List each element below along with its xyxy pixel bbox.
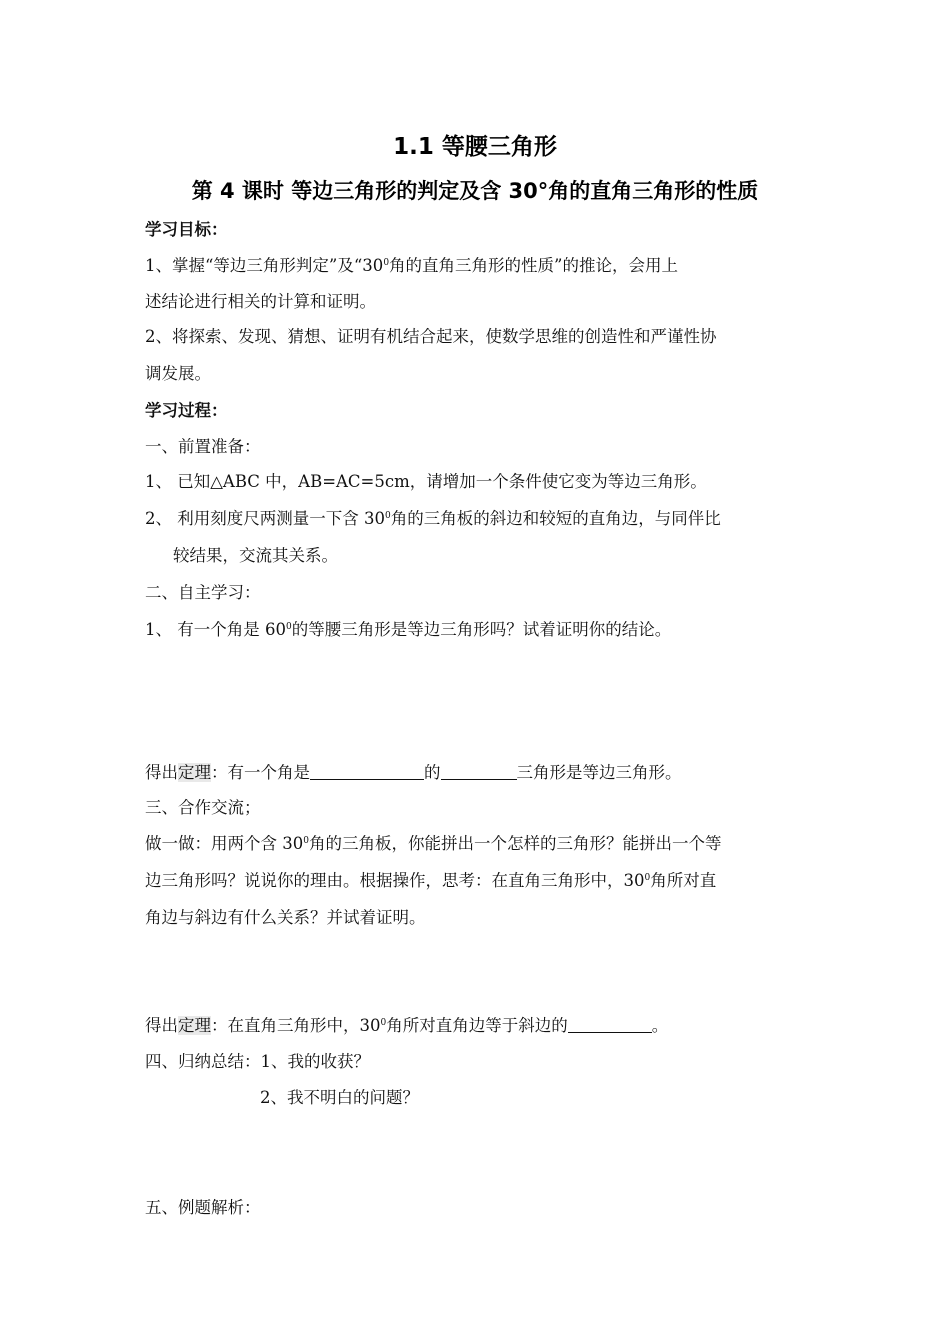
section-1-question-1: 1、 已知△ABC 中，AB=AC=5cm，请增加一个条件使它变为等边三角形。: [145, 472, 707, 491]
goal-2-line-1: 2、将探索、发现、猜想、证明有机结合起来，使数学思维的创造性和严谨性协: [145, 327, 717, 346]
section-5-heading: 五、例题解析：: [145, 1198, 261, 1217]
section-1-question-2: 2、 利用刻度尺两测量一下含 $30^0$角的三角板的斜边和较短的直角边，与同伴比: [145, 509, 721, 528]
section-3-heading: 三、合作交流；: [145, 798, 261, 817]
page-title: 1.1 等腰三角形: [393, 134, 557, 160]
theorem-1-blank-2[interactable]: [441, 762, 517, 780]
section-4-question-2: 2、我不明白的问题？: [260, 1088, 419, 1107]
process-heading: 学习过程：: [145, 401, 228, 420]
theorem-2-blank[interactable]: [568, 1015, 652, 1033]
section-3-line-3: 角边与斜边有什么关系？并试着证明。: [145, 908, 426, 927]
section-3-line-1: 做一做：用两个含 $30^0$角的三角板，你能拼出一个怎样的三角形？能拼出一个等: [145, 834, 722, 853]
section-1-heading: 一、前置准备：: [145, 437, 261, 456]
theorem-1: 得出定理：有一个角是 的 三角形是等边三角形。: [145, 763, 682, 782]
goals-heading: 学习目标：: [145, 220, 228, 239]
section-1-question-2-line-2: 较结果，交流其关系。: [173, 546, 338, 565]
theorem-2: 得出定理：在直角三角形中，$30^0$角所对直角边等于斜边的 。: [145, 1016, 669, 1035]
section-3-line-2: 边三角形吗？说说你的理由。根据操作，思考：在直角三角形中，$30^0$角所对直: [145, 871, 717, 890]
theorem-1-blank-1[interactable]: [310, 762, 424, 780]
goal-2-line-2: 调发展。: [145, 364, 211, 383]
section-2-heading: 二、自主学习：: [145, 583, 261, 602]
page-subtitle: 第 4 课时 等边三角形的判定及含 30°角的直角三角形的性质: [191, 179, 759, 203]
goal-1-line-2: 述结论进行相关的计算和证明。: [145, 292, 376, 311]
section-2-question-1: 1、 有一个角是 $60^0$的等腰三角形是等边三角形吗？试着证明你的结论。: [145, 620, 672, 639]
goal-1-line-1: 1、掌握“等边三角形判定”及“$30^0$角的直角三角形的性质”的推论，会用上: [145, 256, 678, 275]
section-4-heading: 四、归纳总结：1、我的收获？: [145, 1052, 370, 1071]
